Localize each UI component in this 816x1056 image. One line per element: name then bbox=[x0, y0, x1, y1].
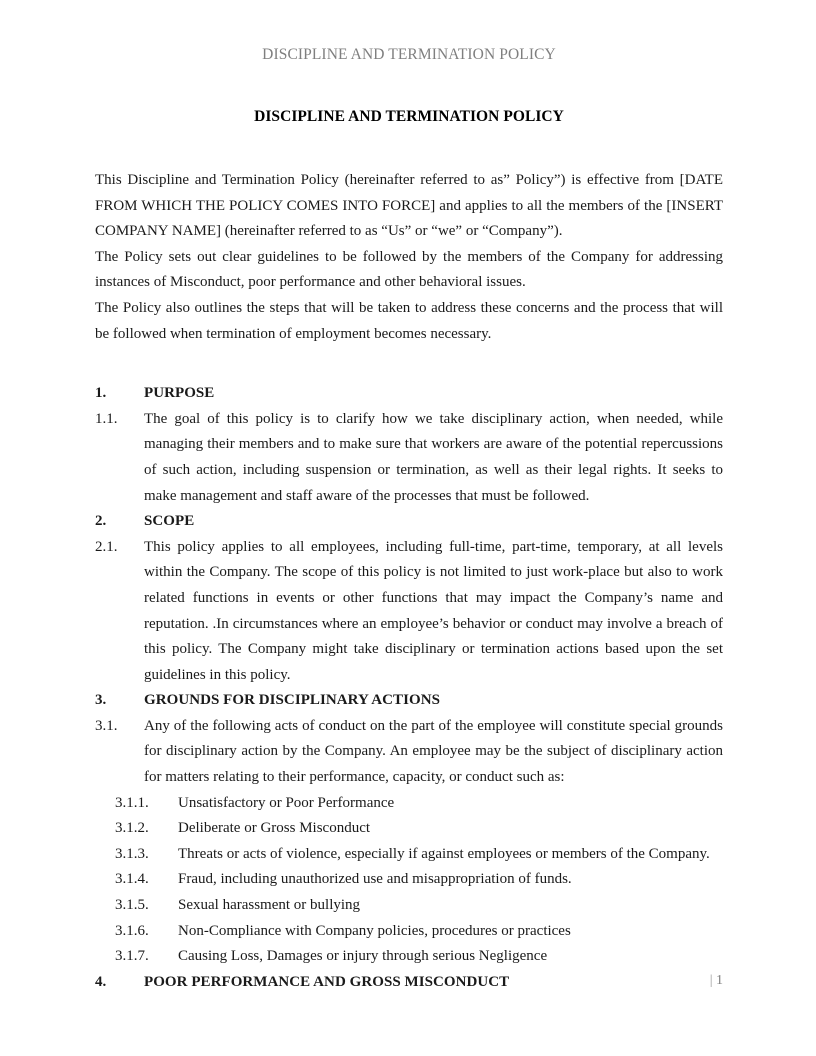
clause-2-1 bbox=[95, 535, 723, 689]
intro-paragraph: This Discipline and Termination Policy (hereinafter referred to as” Policy”) is effective from [DATE FROM WHICH THE POLICY COMES INTO FORCE] and applies to all the members of the [INSERT COMPANY NAME] (hereinafter referred to as “Us” or “we” or “Company”). bbox=[95, 172, 723, 240]
subclause-3-1-1 bbox=[95, 791, 723, 817]
subclause-3-1-4 bbox=[95, 867, 723, 893]
clause-text: The goal of this policy is to clarify how we take disciplinary action, when needed, while managing their members and to make sure that workers are aware of the potential repercussions of such action, including suspension or termination, as well as their legal rights. It seeks to make management and staff aware of the processes that must be followed. bbox=[144, 410, 723, 504]
intro-paragraph: The Policy sets out clear guidelines to be followed by the members of the Company for addressing instances of Misconduct, poor performance and other behavioral issues. bbox=[95, 248, 723, 291]
clause-3-1 bbox=[95, 714, 723, 791]
section-title: SCOPE bbox=[144, 513, 195, 530]
section-heading-1 bbox=[95, 381, 723, 407]
subclause-3-1-7 bbox=[95, 944, 723, 970]
subclause-text: Unsatisfactory or Poor Performance bbox=[178, 794, 395, 811]
running-header: DISCIPLINE AND TERMINATION POLICY bbox=[262, 46, 556, 63]
subclause-number: 3.1.5. bbox=[115, 897, 149, 914]
subclause-text: Sexual harassment or bullying bbox=[178, 897, 361, 914]
subclause-number: 3.1.6. bbox=[115, 922, 149, 939]
clause-text: This policy applies to all employees, including full-time, part-time, temporary, at all levels within the Company. The scope of this policy is not limited to just work-place but also to work related functions in events or other functions that may impact the Company’s name and reputation. .In circumstances where an employee’s behavior or conduct may involve a breach of this policy. The Company might take disciplinary or termination actions based upon the set guidelines in this policy. bbox=[144, 538, 723, 683]
intro-block bbox=[95, 168, 723, 347]
subclause-text: Causing Loss, Damages or injury through serious Negligence bbox=[178, 948, 548, 965]
clause-1-1 bbox=[95, 407, 723, 509]
subclause-text: Deliberate or Gross Misconduct bbox=[178, 820, 371, 837]
clause-text: Any of the following acts of conduct on the part of the employee will constitute special grounds for disciplinary action by the Company. An employee may be the subject of disciplinary action for matters relating to their performance, capacity, or conduct such as: bbox=[144, 717, 723, 786]
clause-number: 2.1. bbox=[95, 538, 118, 555]
section-spacer bbox=[95, 347, 723, 381]
subclause-number: 3.1.4. bbox=[115, 871, 149, 888]
section-heading-3 bbox=[95, 688, 723, 714]
intro-paragraph: The Policy also outlines the steps that will be taken to address these concerns and the process that will be followed when termination of employment becomes necessary. bbox=[95, 299, 723, 342]
page-number: 1 bbox=[716, 973, 723, 988]
subclause-3-1-3 bbox=[95, 842, 723, 868]
section-number: 2. bbox=[95, 513, 107, 530]
section-title: GROUNDS FOR DISCIPLINARY ACTIONS bbox=[144, 692, 440, 709]
page-footer bbox=[95, 973, 723, 989]
section-number: 1. bbox=[95, 385, 107, 402]
section-number: 3. bbox=[95, 692, 107, 709]
page-title: DISCIPLINE AND TERMINATION POLICY bbox=[254, 108, 564, 125]
subclause-text: Non-Compliance with Company policies, procedures or practices bbox=[178, 922, 571, 939]
clause-number: 1.1. bbox=[95, 410, 118, 427]
document-body bbox=[95, 108, 723, 995]
subclause-text: Threats or acts of violence, especially if against employees or members of the Company. bbox=[178, 845, 710, 862]
section-number: 4. bbox=[95, 973, 107, 990]
subclause-3-1-5 bbox=[95, 893, 723, 919]
section-heading-2 bbox=[95, 509, 723, 535]
subclause-3-1-6 bbox=[95, 919, 723, 945]
section-title: POOR PERFORMANCE AND GROSS MISCONDUCT bbox=[144, 973, 510, 990]
subclause-text: Fraud, including unauthorized use and misappropriation of funds. bbox=[178, 871, 572, 888]
subclause-number: 3.1.7. bbox=[115, 948, 149, 965]
subclause-number: 3.1.1. bbox=[115, 794, 149, 811]
section-title: PURPOSE bbox=[144, 385, 215, 402]
clause-number: 3.1. bbox=[95, 717, 118, 734]
subclause-number: 3.1.3. bbox=[115, 845, 149, 862]
footer-separator: | bbox=[709, 973, 713, 988]
subclause-number: 3.1.2. bbox=[115, 820, 149, 837]
subclause-3-1-2 bbox=[95, 816, 723, 842]
